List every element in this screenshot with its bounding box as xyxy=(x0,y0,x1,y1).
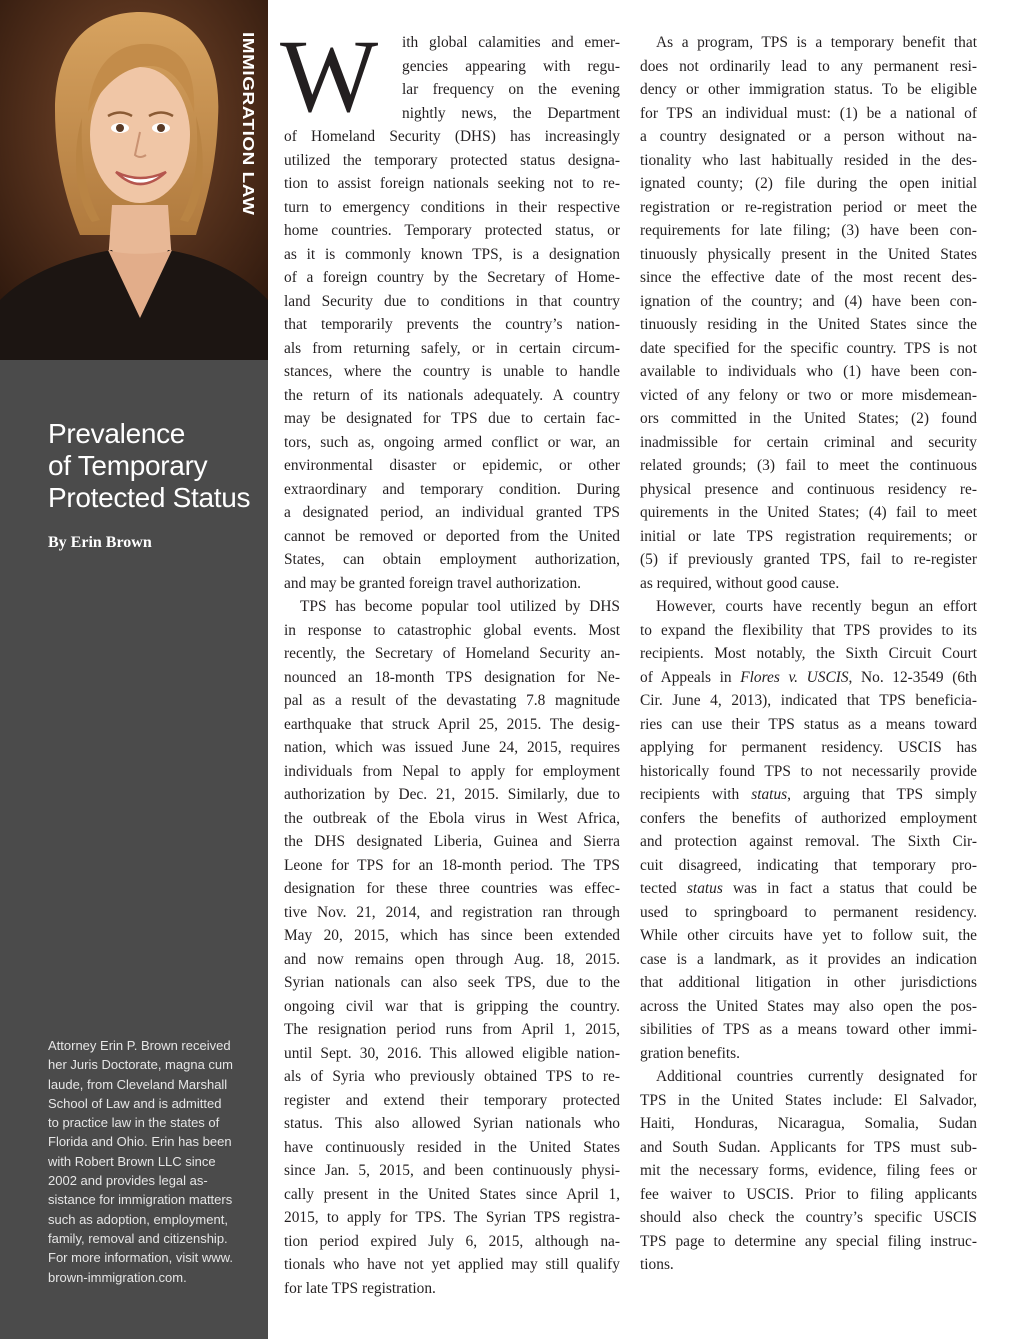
text-line: the return of its nationals adequately. A country xyxy=(284,386,620,404)
text-line: registration or re-registration period or meet the xyxy=(640,198,977,216)
text-line: ignated county; (2) file during the open initial xyxy=(640,175,977,192)
text-line: the DHS designated Liberia, Guinea and Sierra xyxy=(284,833,620,850)
bio-line: brown-immigration.com. xyxy=(48,1269,187,1285)
text-line: tive Nov. 21, 2014, and registration ran through xyxy=(284,903,620,921)
text-line: used to springboard to permanent residency. xyxy=(640,903,977,921)
text-line: of a foreign country by the Secretary of Home- xyxy=(284,269,620,286)
author-bio xyxy=(48,1036,253,1287)
text-line: cuit disagreed, indicating that temporary pro- xyxy=(640,856,977,874)
text-run: , arguing that TPS simply xyxy=(787,786,977,803)
text-run: was in fact a status that could be xyxy=(722,880,978,897)
text-line: 2015, to apply for TPS. The Syrian TPS registra- xyxy=(284,1209,620,1226)
text-line: Cir. June 4, 2013), indicated that TPS beneficia- xyxy=(640,692,977,709)
text-line: should also check the country’s specific USCIS xyxy=(640,1209,977,1226)
text-line: confers the benefits of authorized employment xyxy=(640,809,977,827)
text-line: and protection against removal. The Sixth Cir- xyxy=(640,833,977,850)
bio-line: with Robert Brown LLC since xyxy=(48,1153,216,1169)
text-line: individuals from Nepal to apply for employment xyxy=(284,762,620,780)
text-line: as it is commonly known TPS, is a designation xyxy=(284,245,620,263)
drop-cap: W xyxy=(280,19,379,134)
text-line: Additional countries currently designated for xyxy=(656,1068,977,1085)
text-line: tors, such as, ongoing armed conflict or war, an xyxy=(284,433,620,451)
emphasis: status xyxy=(751,786,788,803)
text-line: als of Syria who previously obtained TPS to re- xyxy=(284,1068,620,1085)
text-line: mit the necessary forms, evidence, filing fees or xyxy=(640,1162,977,1179)
text-line: nounced an 18-month TPS designation for Ne- xyxy=(284,668,620,686)
text-line: does not ordinarily lead to any permanent resi- xyxy=(640,57,977,75)
text-line: and South Sudan. Applicants for TPS must sub- xyxy=(640,1138,977,1156)
text-line: stances, where the country is unable to handle xyxy=(284,363,620,380)
case-citation: Flores v. USCIS xyxy=(740,668,849,686)
text-line: nightly news, the Department xyxy=(402,104,620,122)
text-line: tions. xyxy=(640,1256,674,1273)
text-line: tinuously residing in the United States since the xyxy=(640,316,977,333)
text-line: earthquake that struck April 25, 2015. The desig- xyxy=(284,715,620,733)
text-line: available to individuals who (1) have been con- xyxy=(640,363,977,380)
article-title xyxy=(48,418,273,514)
text-line: cally present in the United States since April 1, xyxy=(284,1185,620,1203)
text-line: tion to assist foreign nationals seeking not to re- xyxy=(284,175,620,192)
text-line: ignation of the country; and (4) have been con- xyxy=(640,292,977,310)
text-line: (5) if previously granted TPS, fail to re-register xyxy=(640,551,977,568)
article-column-1 xyxy=(280,19,620,1300)
text-line: date specified for the specific country. TPS is not xyxy=(640,339,977,357)
bio-line: family, removal and citizenship. xyxy=(48,1230,228,1246)
text-line: that temporarily prevents the country’s nation- xyxy=(284,316,620,333)
byline: By Erin Brown xyxy=(48,534,152,551)
text-line: Leone for TPS for an 18-month period. The TPS xyxy=(284,856,620,874)
text-line xyxy=(640,666,977,690)
text-line: across the United States may also open the pos- xyxy=(640,997,977,1015)
text-line: recently, the Secretary of Homeland Security an- xyxy=(284,645,620,662)
text-line: register and extend their temporary protected xyxy=(284,1091,620,1109)
text-line: requirements for late filing; (3) have been con- xyxy=(640,222,977,239)
text-line: As a program, TPS is a temporary benefit that xyxy=(656,34,977,51)
emphasis: status xyxy=(686,880,723,897)
text-line: since Jan. 5, 2015, and been continuously physi- xyxy=(284,1162,620,1179)
text-run: recipients with xyxy=(640,786,752,803)
title-line: Prevalence xyxy=(48,418,186,449)
bio-line: Florida and Ohio. Erin has been xyxy=(48,1134,232,1150)
text-line: case is a landmark, as it provides an indication xyxy=(640,950,977,968)
bio-line: to practice law in the states of xyxy=(48,1115,220,1131)
text-line xyxy=(640,783,977,807)
bio-line: laude, from Cleveland Marshall xyxy=(48,1076,228,1092)
text-line: ries can use their TPS status as a means toward xyxy=(640,715,977,733)
text-line: that additional litigation in other jurisdictions xyxy=(640,974,977,991)
title-line: Protected Status xyxy=(48,482,251,513)
text-line: until Sept. 30, 2016. This allowed eligible nation- xyxy=(284,1044,620,1062)
text-line: have continuously resided in the United States xyxy=(284,1138,620,1156)
text-line: fee waiver to USCIS. Prior to filing applicants xyxy=(640,1185,977,1203)
bio-line: School of Law and is admitted xyxy=(48,1095,222,1111)
text-line: a designated period, an individual granted TPS xyxy=(284,504,620,521)
text-line: However, courts have recently begun an effort xyxy=(656,598,977,615)
text-line: of Homeland Security (DHS) has increasingly xyxy=(284,128,620,145)
text-line: home countries. Temporary protected status, or xyxy=(284,222,620,239)
text-line: ors committed in the United States; (2) found xyxy=(640,410,977,427)
section-label: IMMIGRATION LAW xyxy=(238,32,257,216)
text-line: While other circuits have yet to follow suit, the xyxy=(640,927,977,944)
text-line: May 20, 2015, which has since been extended xyxy=(284,927,620,944)
text-line: a country designated or a person without na- xyxy=(640,128,977,145)
text-line: ith global calamities and emer- xyxy=(402,34,620,51)
text-line: recipients. Most notably, the Sixth Circuit Court xyxy=(640,645,977,662)
text-line: TPS has become popular tool utilized by DHS xyxy=(300,598,620,615)
text-line: nation, which was issued June 24, 2015, requires xyxy=(284,739,620,756)
text-line: for TPS an individual must: (1) be a national of xyxy=(640,104,977,122)
text-line: gencies appearing with regu- xyxy=(402,57,620,75)
text-line: the outbreak of the Ebola virus in West Africa, xyxy=(284,809,620,827)
text-line: tionals who have not yet applied may still qualify xyxy=(284,1256,620,1273)
opening-paragraph xyxy=(280,19,620,134)
text-line: applying for permanent residency. USCIS has xyxy=(640,739,977,756)
text-line: tinuously physically present in the United States xyxy=(640,245,977,263)
text-line: historically found TPS to not necessarily provide xyxy=(640,762,977,780)
bio-line: Attorney Erin P. Brown received xyxy=(48,1038,231,1053)
title-line: of Temporary xyxy=(48,450,208,481)
text-line: tionality who last habitually resided in the des- xyxy=(640,151,977,169)
text-line: TPS in the United States include: El Salvador, xyxy=(640,1091,977,1109)
bio-line: her Juris Doctorate, magna cum xyxy=(48,1057,233,1073)
text-line: in response to catastrophic global events. Most xyxy=(284,621,620,639)
text-line: turn to emergency conditions in their respective xyxy=(284,198,620,216)
text-line: The resignation period runs from April 1, 2015, xyxy=(284,1021,620,1038)
text-line: inadmissible for certain criminal and security xyxy=(640,433,977,451)
bio-line: such as adoption, employment, xyxy=(48,1211,228,1227)
bio-line: 2002 and provides legal as- xyxy=(48,1173,208,1189)
text-line: for late TPS registration. xyxy=(284,1279,436,1297)
text-line: dency or other immigration status. To be eligible xyxy=(640,81,977,98)
text-line: initial or late TPS registration requirements; or xyxy=(640,527,977,545)
text-line: and now remains open through Aug. 18, 2015. xyxy=(284,950,620,968)
text-run: tected xyxy=(640,880,687,897)
text-line: since the effective date of the most recent des- xyxy=(640,269,977,286)
text-line: als from returning safely, or in certain circum- xyxy=(284,339,620,357)
text-line: lar frequency on the evening xyxy=(402,81,620,98)
text-line: status. This also allowed Syrian nationals who xyxy=(284,1115,620,1132)
text-line: gration benefits. xyxy=(640,1044,741,1062)
author-sidebar xyxy=(0,0,268,1339)
text-line: quirements in the United States; (4) fail to meet xyxy=(640,504,977,521)
text-line: related grounds; (3) fail to meet the continuous xyxy=(640,457,977,474)
text-line: land Security due to conditions in that country xyxy=(284,292,620,310)
text-line: victed of any felony or two or more misdemean- xyxy=(640,386,977,404)
text-line: Haiti, Honduras, Nicaragua, Somalia, Sudan xyxy=(640,1115,977,1132)
text-line: designation for these three countries was effec- xyxy=(284,880,620,897)
text-line: sibilities of TPS as a means toward other immi- xyxy=(640,1021,977,1038)
article-column-2 xyxy=(640,31,977,1277)
text-line: and may be granted foreign travel authorization. xyxy=(284,574,582,592)
text-line xyxy=(640,877,977,901)
text-line: authorization by Dec. 21, 2015. Similarly, due to xyxy=(284,786,620,803)
text-line: Syrian nationals can also seek TPS, due to the xyxy=(284,974,620,991)
text-line: environmental disaster or epidemic, or other xyxy=(284,457,620,474)
text-line: to expand the flexibility that TPS provides to its xyxy=(640,621,977,639)
text-line: pal as a result of the devastating 7.8 magnitude xyxy=(284,692,620,709)
text-line: extraordinary and temporary condition. During xyxy=(284,480,620,498)
text-line: as required, without good cause. xyxy=(640,574,840,592)
text-line: physical presence and continuous residency re- xyxy=(640,480,977,498)
author-portrait xyxy=(0,0,268,360)
bio-line: sistance for immigration matters xyxy=(48,1192,233,1208)
text-run: , No. 12-3549 (6th xyxy=(848,668,978,686)
bio-line: For more information, visit www. xyxy=(48,1250,233,1266)
text-run: of Appeals in xyxy=(640,668,741,686)
text-line: tion period expired July 6, 2015, although na- xyxy=(284,1232,620,1250)
text-line: may be designated for TPS due to certain fac- xyxy=(284,410,620,427)
text-line: ongoing civil war that is gripping the country. xyxy=(284,997,620,1015)
text-line: States, can obtain employment authorization, xyxy=(284,551,620,568)
text-line: cannot be removed or deported from the United xyxy=(284,527,620,545)
text-line: TPS page to determine any special filing instruc- xyxy=(640,1232,977,1250)
text-line: utilized the temporary protected status designa- xyxy=(284,151,620,169)
